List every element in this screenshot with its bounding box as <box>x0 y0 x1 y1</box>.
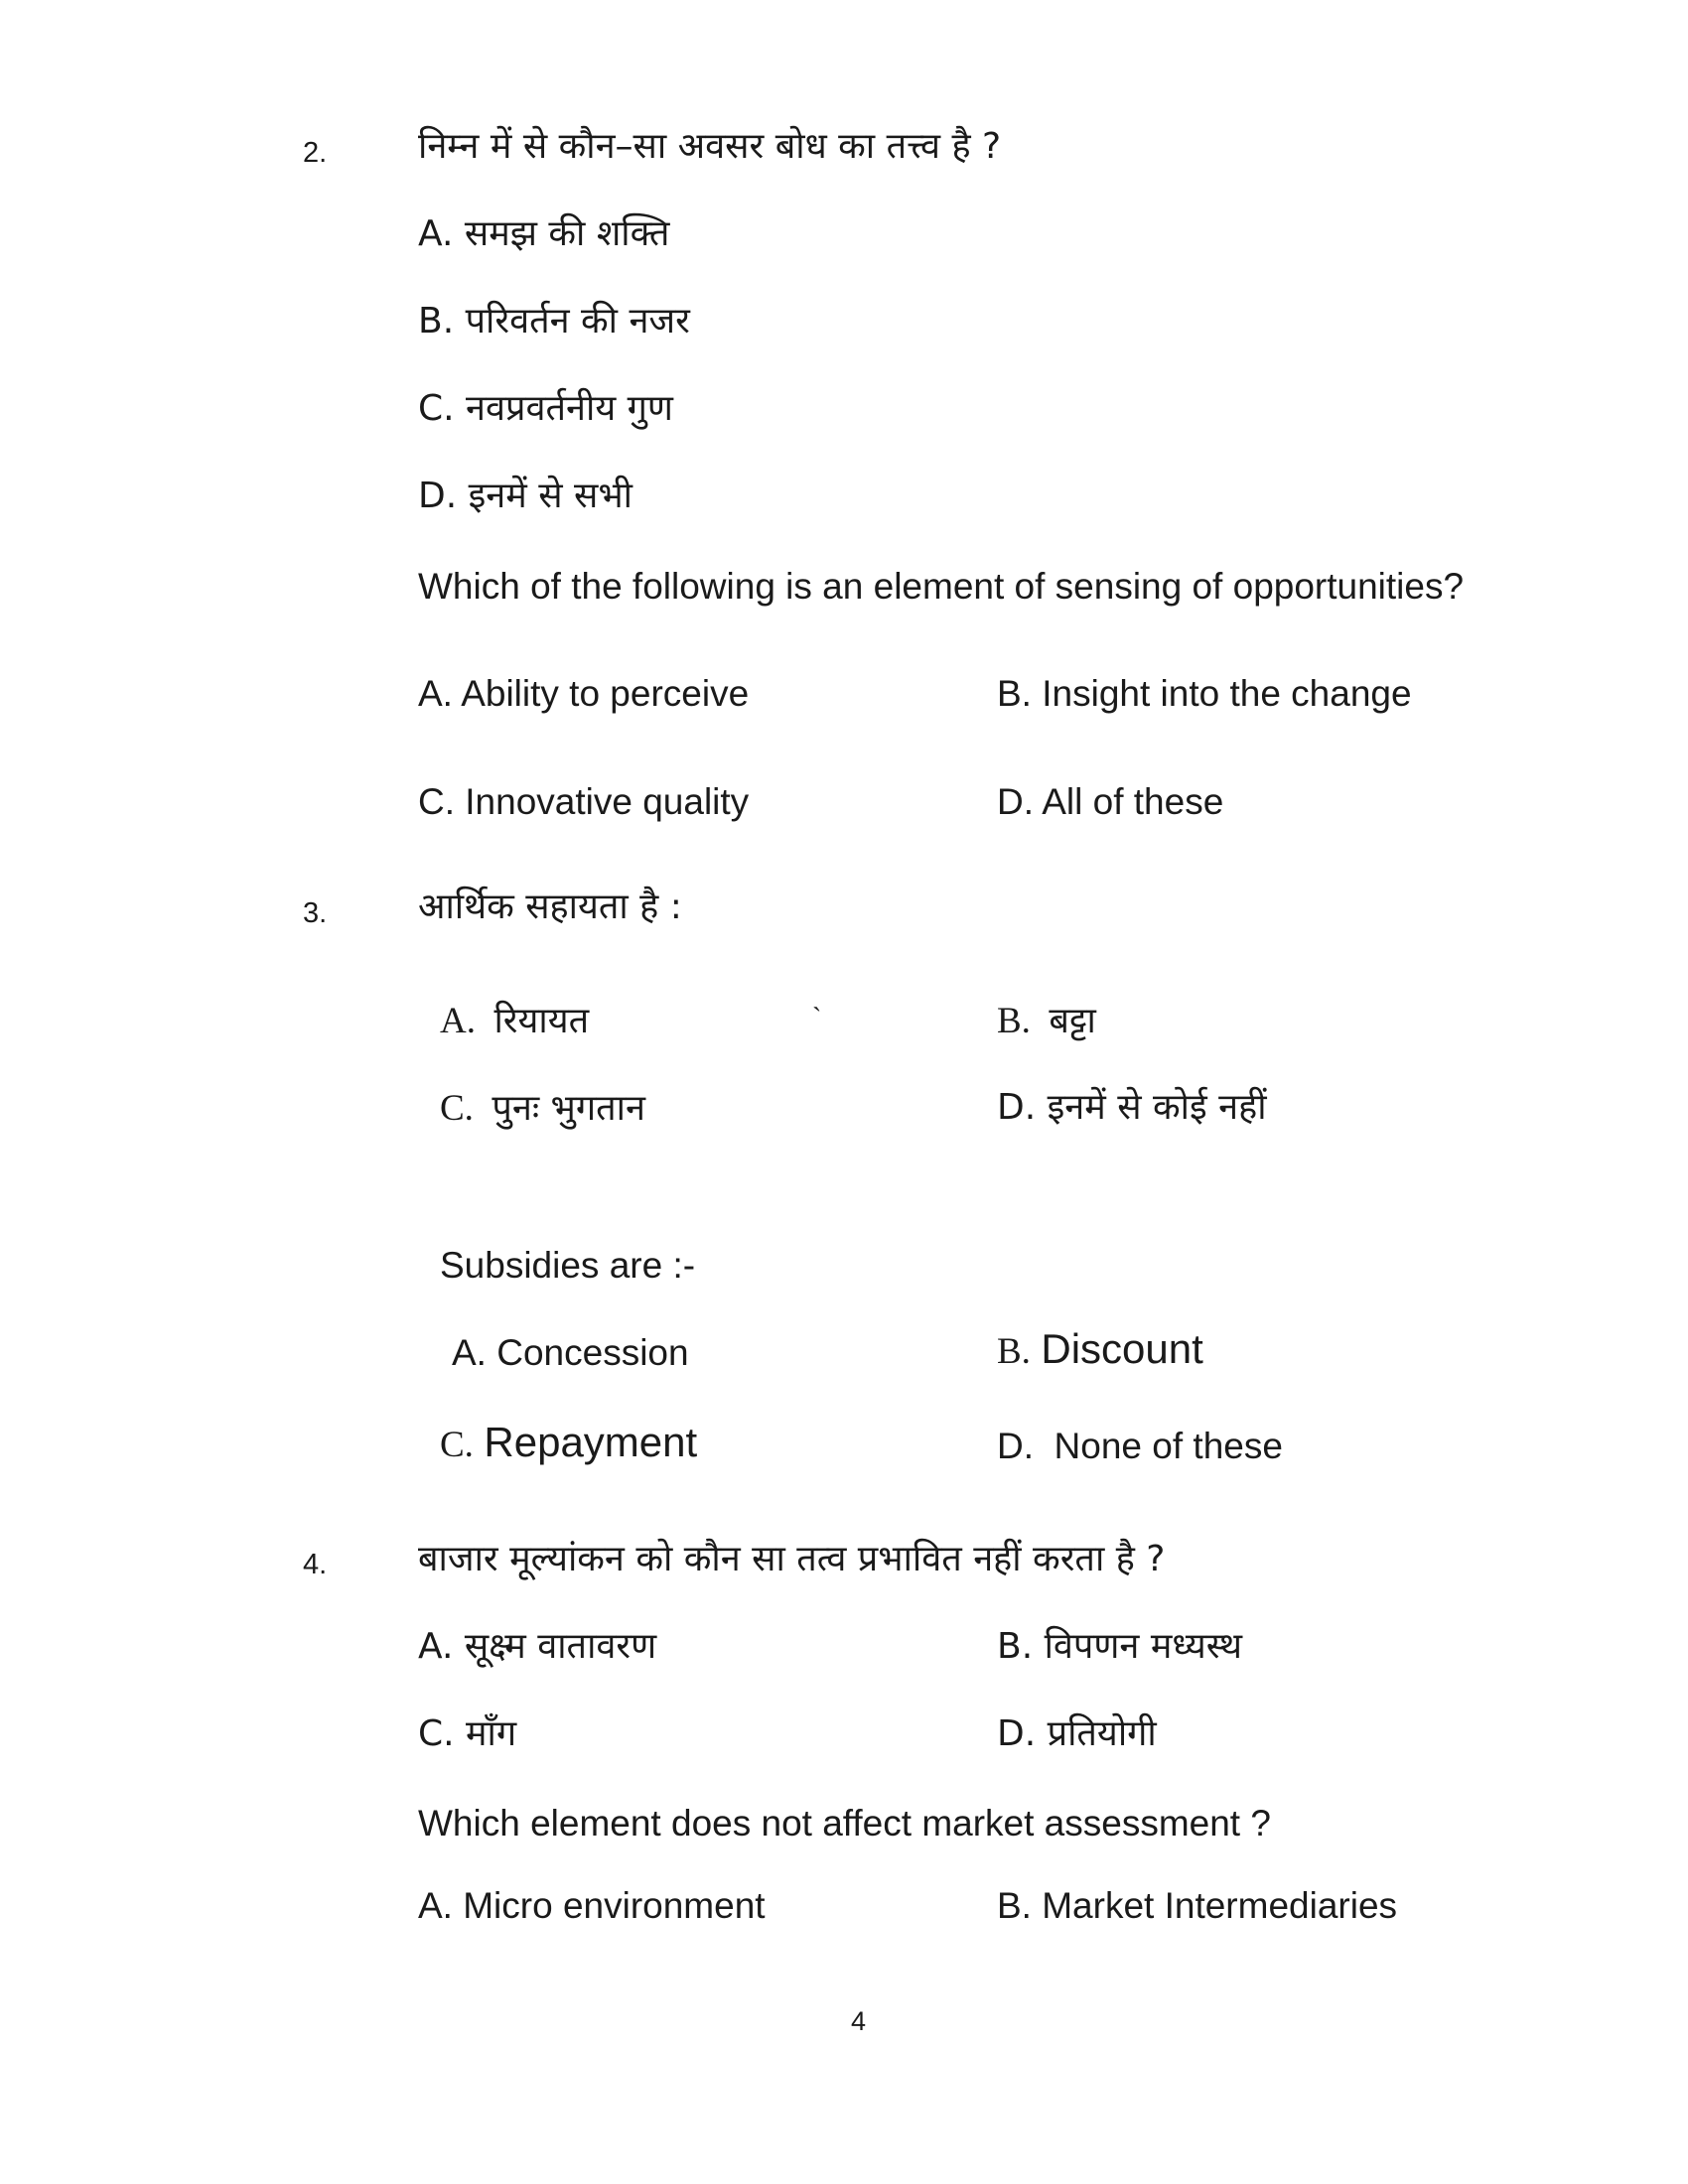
option-a-english: A. Concession <box>452 1332 689 1373</box>
question-text-hindi: निम्न में से कौन–सा अवसर बोध का तत्त्व है ? <box>418 126 1002 167</box>
option-a-hindi <box>440 1003 589 1039</box>
stray-mark: ` <box>812 1003 822 1033</box>
option-text: Discount <box>1041 1325 1203 1372</box>
option-text: रियायत <box>493 1001 590 1041</box>
option-c-hindi: C. नवप्रवर्तनीय गुण <box>418 388 673 429</box>
option-b-english: B. Insight into the change <box>997 673 1412 714</box>
question-text-english: Which element does not affect market assessment ? <box>418 1803 1271 1843</box>
option-text: पुनः भुगतान <box>492 1088 645 1129</box>
question-text-english: Subsidies are :- <box>440 1245 696 1286</box>
option-b-english: B. Market Intermediaries <box>997 1885 1398 1926</box>
option-c-hindi: C. माँग <box>418 1713 517 1754</box>
option-d-english: D. All of these <box>997 781 1224 822</box>
option-b-english <box>997 1325 1203 1372</box>
question-number: 2. <box>303 137 328 169</box>
question-text-hindi: बाजार मूल्यांकन को कौन सा तत्व प्रभावित नहीं करता है ? <box>418 1539 1166 1579</box>
option-text: Repayment <box>484 1419 698 1465</box>
question-number: 3. <box>303 897 328 929</box>
option-d-hindi: D. इनमें से सभी <box>418 476 633 516</box>
option-letter: B. <box>997 1331 1031 1372</box>
question-text-english: Which of the following is an element of sensing of opportunities? <box>418 566 1465 607</box>
question-number: 4. <box>303 1549 328 1580</box>
option-c-english: C. Innovative quality <box>418 781 750 822</box>
option-a-english: A. Ability to perceive <box>418 673 750 714</box>
option-b-hindi <box>997 1003 1096 1039</box>
option-c-hindi <box>440 1090 645 1127</box>
page-number: 4 <box>851 2006 867 2036</box>
option-letter: C. <box>440 1088 474 1129</box>
option-b-hindi: B. परिवर्तन की नजर <box>418 301 690 341</box>
option-a-hindi: A. समझ की शक्ति <box>418 213 670 254</box>
option-a-hindi: A. सूक्ष्म वातावरण <box>418 1626 657 1667</box>
option-a-english: A. Micro environment <box>418 1885 766 1926</box>
option-letter: A. <box>440 1001 476 1041</box>
option-letter: C. <box>440 1425 474 1465</box>
option-b-hindi: B. विपणन मध्यस्थ <box>997 1626 1243 1667</box>
option-letter: B. <box>997 1001 1031 1041</box>
option-c-english <box>440 1419 698 1465</box>
question-text-hindi: आर्थिक सहायता है : <box>418 887 682 927</box>
option-d-hindi: D. प्रतियोगी <box>997 1713 1157 1754</box>
option-d-hindi: D. इनमें से कोई नहीं <box>997 1087 1267 1128</box>
option-text: बट्टा <box>1049 1001 1096 1041</box>
option-d-english: D. None of these <box>997 1426 1283 1466</box>
